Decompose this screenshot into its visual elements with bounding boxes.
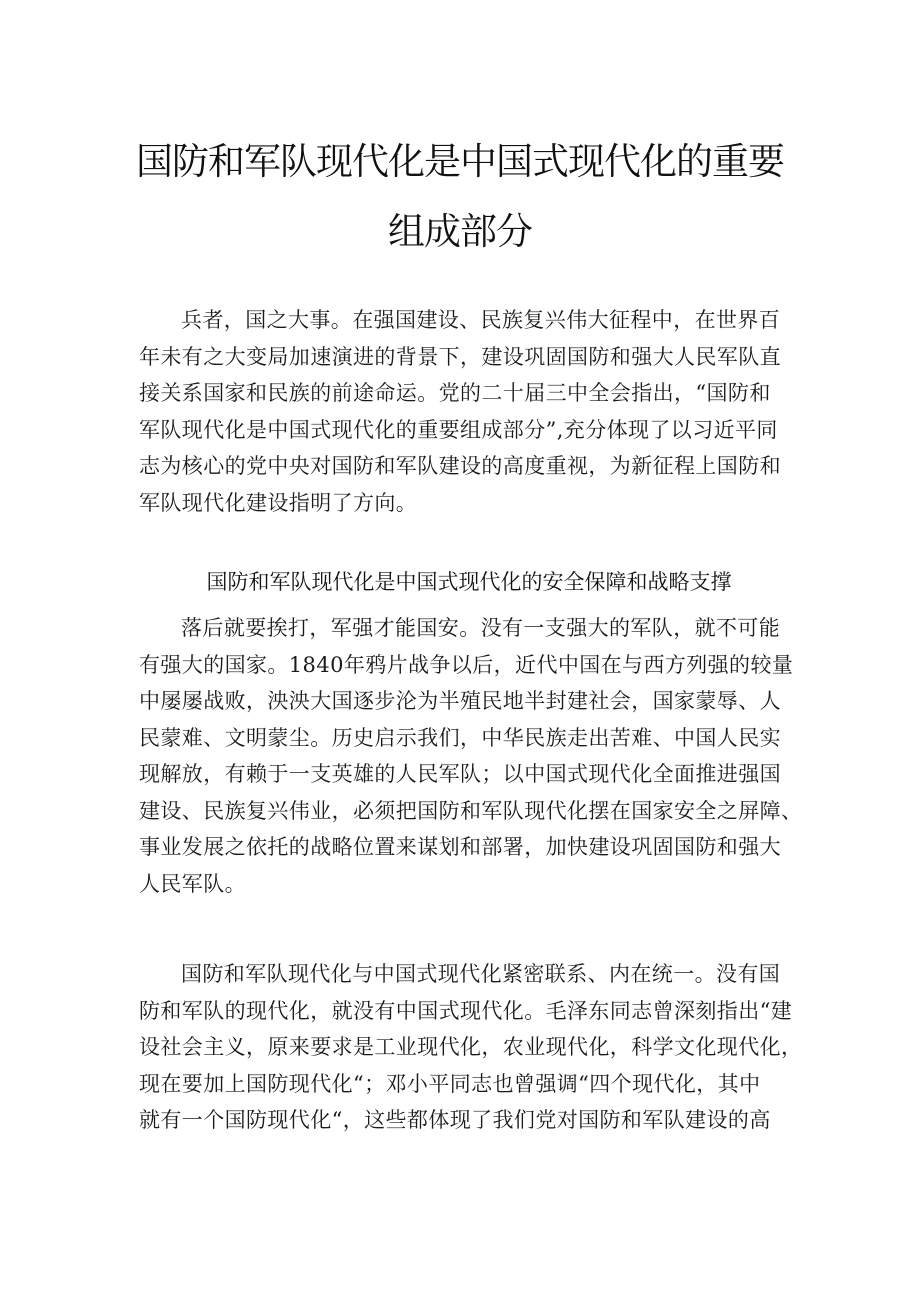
section-heading: 国防和军队现代化是中国式现代化的安全保障和战略支撑 [206, 570, 732, 594]
paragraph-history [139, 610, 803, 902]
paragraph-line: 防和军队的现代化，就没有中国式现代化。毛泽东同志曾深刻指出“建 [139, 998, 793, 1023]
paragraph-line: 志为核心的党中央对国防和军队建设的高度重视，为新征程上国防和 [139, 454, 781, 478]
paragraph-line: 落后就要挨打，军强才能国安。没有一支强大的军队，就不可能 [181, 616, 781, 640]
paragraph-line: 现在要加上国防现代化“；邓小平同志也曾强调“四个现代化，其中 [139, 1071, 761, 1096]
paragraph-line: 中屡屡战败，泱泱大国逐步沦为半殖民地半封建社会，国家蒙辱、人 [139, 689, 781, 713]
paragraph-line: 建设、民族复兴伟业，必须把国防和军队现代化摆在国家安全之屏障、 [139, 798, 803, 823]
document-title-line-1: 国防和军队现代化是中国式现代化的重要 [136, 140, 784, 183]
paragraph-line: 人民军队。 [139, 871, 246, 896]
paragraph-line: 民蒙难、文明蒙尘。历史启示我们，中华民族走出苦难、中国人民实 [139, 725, 781, 750]
paragraph-unity [139, 956, 803, 1139]
paragraph-line: 国防和军队现代化与中国式现代化紧密联系、内在统一。没有国 [181, 962, 781, 986]
paragraph-line: 军队现代化建设指明了方向。 [139, 490, 418, 515]
paragraph-line: 现解放，有赖于一支英雄的人民军队；以中国式现代化全面推进强国 [139, 762, 781, 786]
paragraph-line: 有强大的国家。1840年鸦片战争以后，近代中国在与西方列强的较量 [139, 652, 794, 677]
document-title-line-2: 组成部分 [388, 210, 532, 253]
paragraph-line: 就有一个国防现代化“，这些都体现了我们党对国防和军队建设的高 [139, 1108, 771, 1132]
paragraph-line: 事业发展之依托的战略位置来谋划和部署，加快建设巩固国防和强大 [139, 835, 781, 859]
paragraph-line: 军队现代化是中国式现代化的重要组成部分”,充分体现了以习近平同 [139, 417, 778, 442]
paragraph-line: 接关系国家和民族的前途命运。党的二十届三中全会指出，“国防和 [139, 381, 771, 405]
paragraph-line: 年未有之大变局加速演进的背景下，建设巩固国防和强大人民军队直 [139, 344, 781, 369]
paragraph-intro [139, 302, 799, 521]
paragraph-line: 兵者，国之大事。在强国建设、民族复兴伟大征程中，在世界百 [181, 308, 781, 332]
paragraph-line: 设社会主义，原来要求是工业现代化，农业现代化，科学文化现代化， [139, 1035, 803, 1059]
